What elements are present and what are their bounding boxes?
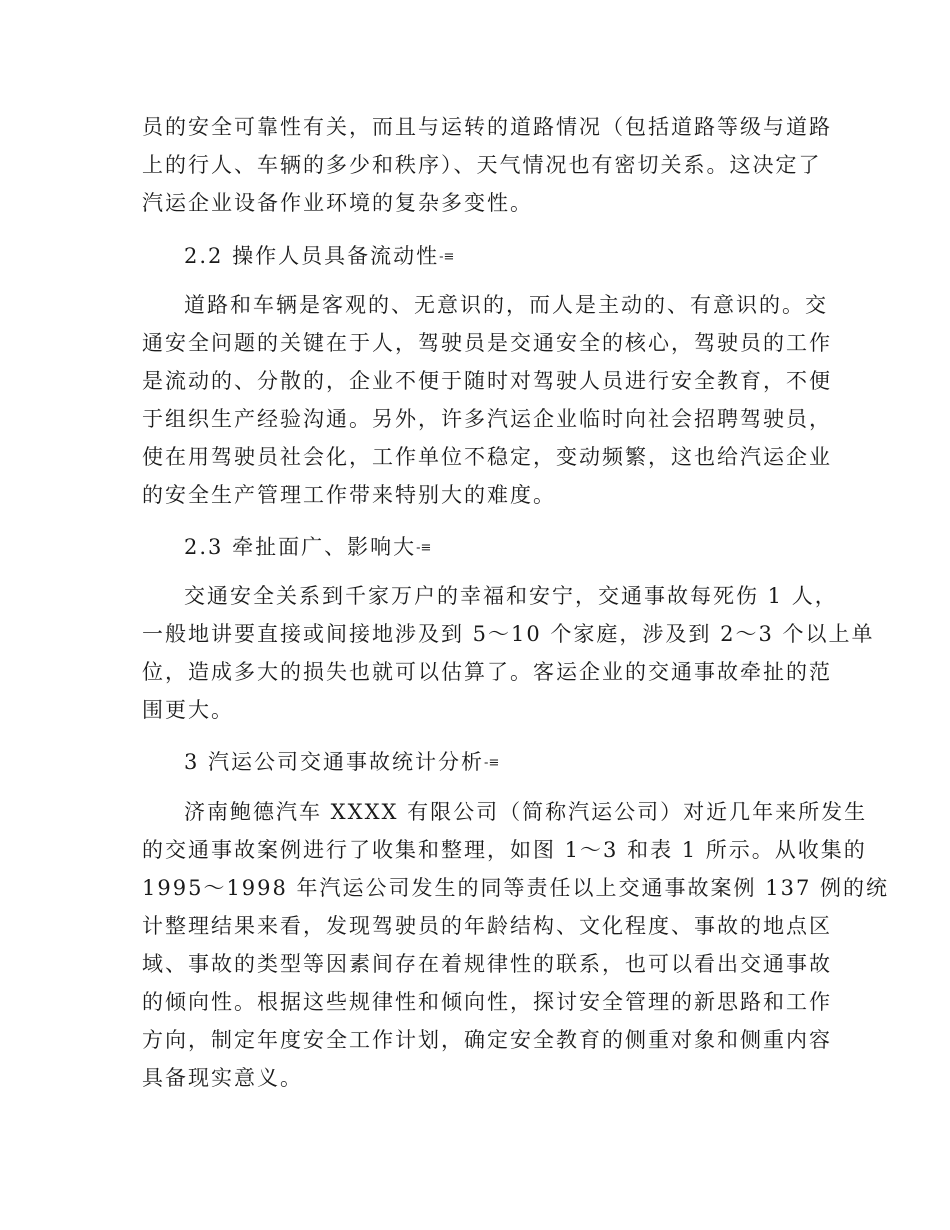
- text-line: 是流动的、分散的，企业不便于随时对驾驶人员进行安全教育，不便: [142, 369, 832, 393]
- text-line: 围更大。: [142, 698, 234, 722]
- format-mark: -≡: [439, 249, 455, 265]
- text-line: 道路和车辆是客观的、无意识的，而人是主动的、有意识的。交: [184, 293, 828, 317]
- format-mark: -≡: [484, 755, 500, 771]
- heading-text: 3 汽运公司交通事故统计分析: [184, 750, 485, 774]
- text-line: 济南鲍德汽车 XXXX 有限公司（简称汽运公司）对近几年来所发生: [184, 800, 868, 824]
- text-line: 具备现实意义。: [142, 1066, 303, 1090]
- paragraph: [142, 108, 832, 222]
- format-mark: -≡: [416, 540, 432, 556]
- text-line: 的倾向性。根据这些规律性和倾向性，探讨安全管理的新思路和工作: [142, 990, 832, 1014]
- text-line: 一般地讲要直接或间接地涉及到 5～10 个家庭，涉及到 2～3 个以上单: [142, 622, 875, 646]
- section-heading: [142, 528, 431, 568]
- text-line: 1995～1998 年汽运公司发生的同等责任以上交通事故案例 137 例的统: [142, 876, 889, 900]
- text-line: 通安全问题的关键在于人，驾驶员是交通安全的核心，驾驶员的工作: [142, 331, 832, 355]
- text-line: 使在用驾驶员社会化，工作单位不稳定，变动频繁，这也给汽运企业: [142, 445, 832, 469]
- text-line: 汽运企业设备作业环境的复杂多变性。: [142, 191, 533, 215]
- paragraph: [142, 793, 889, 1097]
- heading-text: 2.3 牵扯面广、影响大: [184, 535, 417, 559]
- text-line: 交通安全关系到千家万户的幸福和安宁，交通事故每死伤 1 人，: [184, 584, 838, 608]
- section-heading: [142, 743, 499, 783]
- text-line: 域、事故的类型等因素间存在着规律性的联系，也可以看出交通事故: [142, 952, 832, 976]
- paragraph: [142, 577, 875, 729]
- text-line: 员的安全可靠性有关，而且与运转的道路情况（包括道路等级与道路: [142, 115, 832, 139]
- text-line: 于组织生产经验沟通。另外，许多汽运企业临时向社会招聘驾驶员，: [142, 407, 832, 431]
- text-line: 上的行人、车辆的多少和秩序）、天气情况也有密切关系。这决定了: [142, 153, 822, 177]
- text-line: 的交通事故案例进行了收集和整理，如图 1～3 和表 1 所示。从收集的: [142, 838, 867, 862]
- paragraph: [142, 286, 832, 514]
- text-line: 方向，制定年度安全工作计划，确定安全教育的侧重对象和侧重内容: [142, 1028, 832, 1052]
- section-heading: [142, 237, 454, 277]
- text-line: 位，造成多大的损失也就可以估算了。客运企业的交通事故牵扯的范: [142, 660, 832, 684]
- text-line: 计整理结果来看，发现驾驶员的年龄结构、文化程度、事故的地点区: [142, 914, 832, 938]
- text-line: 的安全生产管理工作带来特别大的难度。: [142, 483, 556, 507]
- heading-text: 2.2 操作人员具备流动性: [184, 244, 440, 268]
